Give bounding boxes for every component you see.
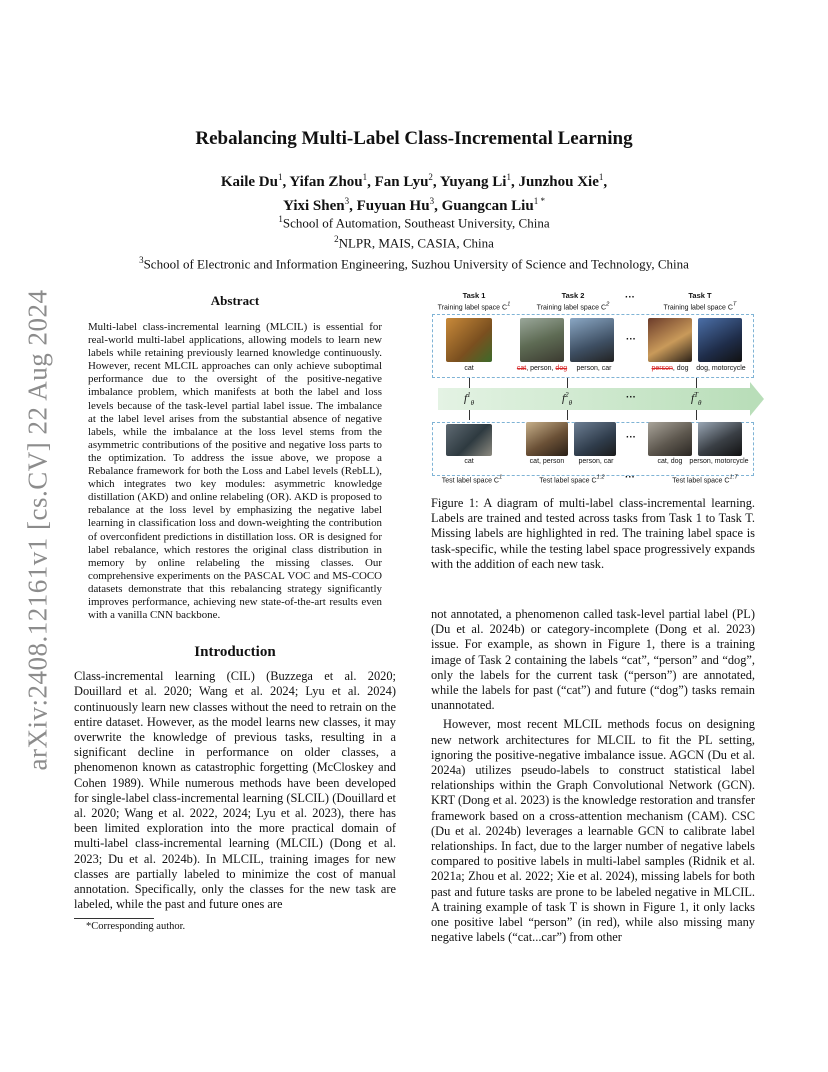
test-label-t2b: person, car (578, 458, 614, 465)
author-4: Junzhou Xie$^1$, (518, 172, 608, 190)
test-image-person-car (574, 422, 616, 456)
missing-label-cat: cat (516, 365, 527, 372)
model-f-2: $f^2_\theta$ (562, 391, 573, 407)
train-image-cat (446, 318, 492, 362)
arrow-down-t (696, 378, 697, 388)
right-column (431, 607, 755, 945)
ellipsis-test: ··· (626, 432, 636, 443)
right-paragraph-1: not annotated, a phenomenon called task-level partial label (PL) (Du et al. 2024b) or category-incomplete (Dong et al. 2023) issue. For example, as shown in Figure 1, there is a training image of Task 2 containing the labels “cat”, “person” and “dog”, only the labels for the current task (“person”) are annotated, while the labels for past (“cat”) and future (“dog”) tasks remain unannotated. (431, 607, 755, 713)
task-2-header (528, 292, 618, 312)
task-1-space: Training label space C (437, 304, 508, 312)
left-column (74, 293, 396, 932)
model-f-t: $f^T_\theta$ (691, 391, 702, 407)
train-label-t1: cat (464, 365, 474, 372)
footnote: *Corresponding author. (86, 921, 186, 933)
ellipsis-bottom: ··· (625, 472, 635, 483)
test-space-t: Test label space $C^{1:T}$ (672, 475, 738, 485)
missing-label-person: person (651, 365, 673, 372)
right-paragraph-2: However, most recent MLCIL methods focus on designing new network architectures for MLCIL to fit the PL setting, ignoring the positive-negative imbalance issue. AGCN (Du et al. 2024a) utilizes pseudo-labels to construct statistical label relationships within the Graph Convolutional Network (GCN). KRT (Dong et al. 2023) is the knowledge restoration and transfer framework based on a cross-attention mechanism (CAM). CSC (Du et al. 2024b) leverages a learnable GCN to calibrate label relationships. In fact, due to the larger number of negative labels compared to positive labels in multi-label samples (Ridnik et al. 2021a; Zhou et al. 2022; Xie et al. 2024), missing labels for both past and future tasks are prone to be labeled negative in MLCIL. A training example of task T is shown in Figure 1, it only lacks one positive label “person” (in red), while also missing many negative labels (“cat...car”) from other (431, 717, 755, 945)
test-label-tTb: person, motorcycle (689, 458, 749, 465)
paper-title: Rebalancing Multi-Label Class-Incremental Learning (195, 128, 633, 149)
train-image-cat-person-dog (520, 318, 564, 362)
affiliation-3: $^3$School of Electronic and Information Engineering, Suzhou University of Science and Technology, China (139, 254, 689, 271)
task-t-sup: T (732, 302, 737, 308)
task-1-sup: 1 (507, 302, 511, 308)
train-image-person-car (570, 318, 614, 362)
author-line-1 (0, 168, 828, 192)
author-b-2: Guangcan Liu$^{1 *}$ (441, 196, 545, 214)
author-b-0: Yixi Shen$^3$, (283, 196, 357, 214)
label-dog: , dog (672, 365, 689, 372)
test-label-tTa: cat, dog (657, 458, 683, 465)
author-b-1: Fuyuan Hu$^3$, (356, 196, 442, 214)
test-space-2: Test label space $C^{1:2}$ (539, 475, 605, 485)
test-image-person-motorcycle (698, 422, 742, 456)
test-image-cat-person (526, 422, 568, 456)
affiliation-1: $^1$School of Automation, Southeast University, China (278, 214, 550, 231)
arrow-up-2 (567, 410, 568, 420)
train-label-tTb: dog, motorcycle (696, 365, 746, 372)
affiliations (0, 211, 828, 272)
introduction-paragraph: Class-incremental learning (CIL) (Buzzega et al. 2020; Douillard et al. 2020; Wang et al. 2024; Lyu et al. 2024) continuously learn new classes without the need to retrain on the entire dataset. However, as the model learns new classes, it may overwrite the knowledge of previous tasks, resulting in a significant decline in performance on older classes, a phenomenon known as catastrophic forgetting (McCloskey and Cohen 1989). While numerous methods have been developed for single-label class-incremental learning (SLCIL) (Douillard et al. 2020; Wang et al. 2022, 2024; Lyu et al. 2023), there has been limited exploration into the more practical domain of multi-label class-incremental learning (MLCIL) (Dong et al. 2023; Du et al. 2024b). In MLCIL, training images for new classes are partially labeled to minimize the cost of manual annotation. Specifically, only the classes for the new task are labeled, while the past and future ones are (74, 669, 396, 912)
train-image-person-dog (648, 318, 692, 362)
train-label-tTa (644, 365, 696, 372)
figure-1-caption: Figure 1: A diagram of multi-label class-incremental learning. Labels are trained and tested across tasks from Task 1 to Task T. Missing labels are highlighted in red. The training label space is task-specific, while the testing label space progressively expands with the addition of each new task. (431, 496, 755, 571)
arrow-down-1 (469, 378, 470, 388)
abstract-heading: Abstract (210, 293, 260, 308)
figure-1 (428, 290, 758, 486)
arrow-down-2 (567, 378, 568, 388)
footnote-rule (74, 918, 154, 919)
incremental-arrow (438, 388, 750, 410)
ellipsis-model: ··· (626, 392, 636, 403)
label-person: , person, (526, 365, 556, 372)
test-label-t1: cat (464, 458, 474, 465)
missing-label-dog: dog (555, 365, 568, 372)
train-label-t2b: person, car (576, 365, 612, 372)
task-2-sup: 2 (606, 302, 610, 308)
task-2-title: Task 2 (561, 291, 585, 300)
introduction-heading: Introduction (194, 644, 276, 661)
author-3: Yuyang Li$^1$, (439, 172, 519, 190)
train-label-t2a (514, 365, 570, 372)
train-image-dog-motorcycle (698, 318, 742, 362)
abstract-text: Multi-label class-incremental learning (MLCIL) is essential for real-world multi-label applications, allowing models to learn new labels while retaining previously learned knowledge continuously. However, recent MLCIL approaches can only achieve suboptimal performance due to the oversight of the positive-negative imbalance problem, which manifests at both the label and loss levels because of the task-level partial label issue. The imbalance at the label level arises from the substantial absence of negative labels, while the imbalance at the loss level stems from the asymmetric contributions of the positive and negative loss parts to the optimization. To address the issue above, we propose a Rebalance framework for both the Loss and Label levels (RebLL), which integrates two key modules: asymmetric knowledge distillation (AKD) and online relabeling (OR). AKD is proposed to rebalance at the loss level by emphasizing the negative label learning in classification loss and down-weighting the contribution of overconfident predictions in distillation loss. OR is designed for label rebalance, which restores the original class distribution in memory by online relabeling the missing classes. Our comprehensive experiments on the PASCAL VOC and MS-COCO datasets demonstrate that this rebalancing strategy significantly improves performance, achieving new state-of-the-art results even with a vanilla CNN backbone. (88, 321, 382, 622)
author-list (0, 168, 828, 216)
ellipsis-top: ··· (625, 292, 635, 303)
author-0: Kaile Du$^1$, (220, 172, 290, 190)
ellipsis-train: ··· (626, 334, 636, 345)
task-t-header (650, 292, 750, 312)
arxiv-sidebar (18, 270, 58, 790)
author-2: Fan Lyu$^2$, (374, 172, 440, 190)
affiliation-2: $^2$NLPR, MAIS, CASIA, China (334, 234, 494, 251)
task-1-title: Task 1 (462, 291, 486, 300)
arrow-up-t (696, 410, 697, 420)
test-space-1: Test label space $C^1$ (441, 475, 503, 485)
incremental-arrow-head (750, 382, 764, 416)
test-image-cat-dog (648, 422, 692, 456)
model-f-1: $f^1_\theta$ (464, 391, 475, 407)
test-image-cat (446, 424, 492, 456)
test-label-t2a: cat, person (529, 458, 565, 465)
arxiv-identifier: arXiv:2408.12161v1 [cs.CV] 22 Aug 2024 (22, 289, 53, 771)
task-t-title: Task T (688, 291, 712, 300)
task-1-header (434, 292, 514, 312)
arrow-up-1 (469, 410, 470, 420)
task-t-space: Training label space C (663, 304, 733, 312)
author-1: Yifan Zhou$^1$, (289, 172, 375, 190)
task-2-space: Training label space C (536, 304, 607, 312)
